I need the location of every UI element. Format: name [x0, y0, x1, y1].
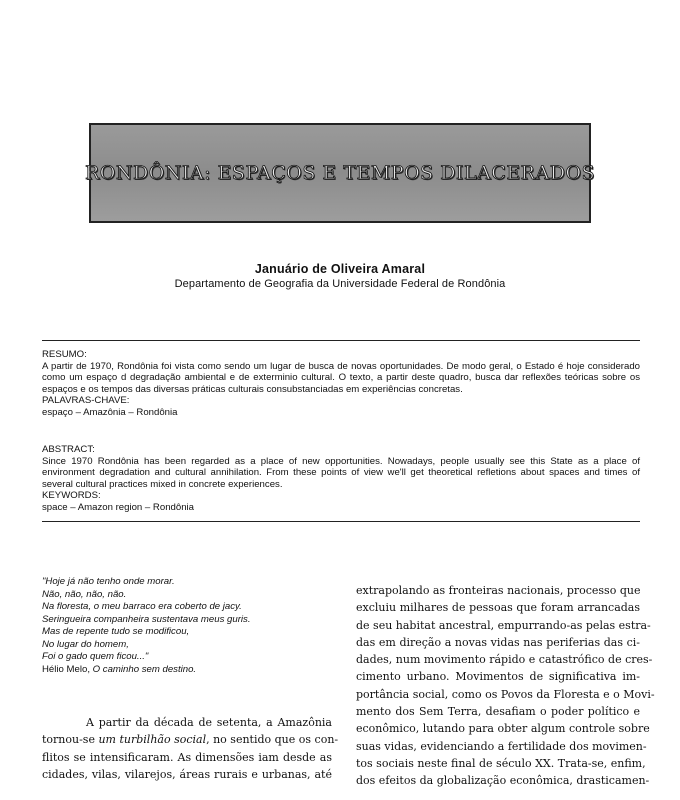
body-line: mento dos Sem Terra, desafiam o poder político e [356, 705, 640, 719]
body-line: cidades, vilas, vilarejos, áreas rurais e urbanas, até [42, 767, 332, 781]
epigraph-line: Seringueira companheira sustentava meus guris. [42, 613, 251, 625]
palavras-chave-label: PALAVRAS-CHAVE: [42, 395, 130, 407]
body-line: econômico, lutando para obter algum controle sobre [356, 722, 650, 736]
epigraph [42, 576, 332, 676]
bottom-rule [42, 521, 640, 522]
author-affiliation: Departamento de Geografia da Universidade Federal de Rondônia [174, 278, 506, 290]
body-line: cimento urbano. Movimentos de significativa im- [356, 670, 640, 684]
body-line: portância social, como os Povos da Floresta e o Movi- [356, 687, 655, 701]
title-banner [84, 123, 596, 223]
epigraph-source [42, 664, 332, 677]
keywords: space – Amazon region – Rondônia [42, 501, 195, 513]
epigraph-line: Na floresta, o meu barraco era coberto de jacy. [42, 601, 242, 612]
epigraph-source-author: Hélio Melo, [42, 663, 93, 675]
body-line: de seu habitat ancestral, empurrando-as pelas estra- [356, 618, 651, 632]
author-name: Januário de Oliveira Amaral [254, 262, 426, 276]
resumo-section [42, 349, 640, 419]
body-line: tornou-se um turbilhão social, no sentido que os con- [42, 733, 339, 747]
epigraph-line: Foi o gado quem ficou..." [42, 651, 149, 662]
abstract-text: Since 1970 Rondônia has been regarded as a place of new opportunities. Nowadays, people usually see this State as a place of environment degradation and cultural annihilation. From these points of view we'll get theoretical refletions about spaces and times of several cultural practices mixed in concrete experiences. [42, 455, 640, 490]
epigraph-line: Mas de repente tudo se modificou, [42, 626, 190, 637]
body-right-column [356, 582, 655, 790]
epigraph-line: No lugar do homem, [42, 638, 129, 650]
resumo-text: A partir de 1970, Rondônia foi vista como sendo um lugar de busca de novas oportunidades. De modo geral, o Estado é hoje considerado como um espaço d degradação ambiental e de exterminio cultural. O texto, a partir deste quadro, busca dar reflexões teóricas sobre os espaços e os tempos das diversas práticas culturais consubstanciadas em experiências concretas. [42, 360, 640, 395]
body-line: suas vidas, evidenciando a fertilidade dos movimen- [356, 739, 647, 753]
body-line: tos sociais neste final de século XX. Trata-se, enfim, [356, 756, 646, 770]
epigraph-line: Não, não, não, não. [42, 588, 127, 600]
keywords-label: KEYWORDS: [42, 490, 101, 502]
resumo-label: RESUMO: [42, 349, 87, 360]
abstract-label: ABSTRACT: [42, 444, 95, 455]
body-line: extrapolando as fronteiras nacionais, processo que [356, 584, 641, 597]
abstract-section [42, 444, 640, 514]
body-line: dades, num movimento rápido e catastrófico de cres- [356, 653, 653, 667]
body-left-column [42, 714, 339, 783]
body-line: das em direção a novas vidas nas periferias das ci- [356, 635, 640, 649]
body-line: excluiu milhares de pessoas que foram arrancadas [356, 601, 640, 615]
top-rule [42, 340, 640, 341]
palavras-chave: espaço – Amazônia – Rondônia [42, 406, 178, 418]
body-line: flitos se intensificaram. As dimensões iam desde as [42, 750, 332, 764]
body-line: dos efeitos da globalização econômica, drasticamen- [356, 774, 650, 788]
epigraph-line: "Hoje já não tenho onde morar. [42, 576, 175, 587]
body-line: A partir da década de setenta, a Amazônia [86, 716, 332, 729]
article-title: RONDÔNIA: ESPAÇOS E TEMPOS DILACERADOS [84, 162, 596, 184]
epigraph-source-title: O caminho sem destino. [92, 663, 197, 675]
